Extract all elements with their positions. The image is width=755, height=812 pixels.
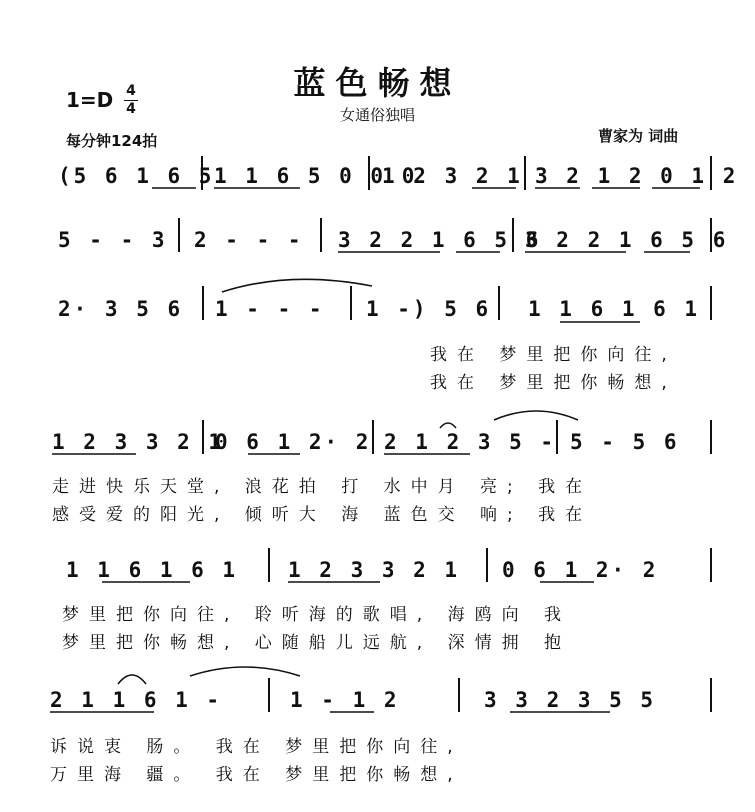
composer-credit: 曹家为 词曲	[598, 127, 679, 145]
measure-22: 3 3 2 3 5 5	[484, 688, 657, 712]
measure-6: 2 - - -	[194, 228, 304, 252]
time-top: 4	[126, 83, 136, 99]
song-title: 蓝色畅想	[293, 64, 462, 102]
measure-1: (5 6 1 6 5	[58, 164, 215, 188]
lyric-line: 我在 梦里把你畅想,	[430, 373, 677, 393]
measure-10: 1 - - -	[215, 297, 325, 321]
lyric-line: 走进快乐天堂, 浪花拍 打 水中月 亮; 我在	[52, 477, 593, 497]
key-signature: 1=D	[66, 88, 114, 112]
lyric-line: 我在 梦里把你向往,	[430, 345, 677, 365]
measure-19: 0 6 1 2· 2	[502, 558, 659, 582]
song-subtitle: 女通俗独唱	[339, 106, 415, 124]
measure-15: 2 1 2 3 5 -	[384, 430, 557, 454]
measure-11: 1 -) 5 6	[366, 297, 492, 321]
measure-16: 5 - 5 6	[570, 430, 680, 454]
measure-5: 5 - - 3	[58, 228, 168, 252]
lyric-line: 诉说衷 肠。 我在 梦里把你向往,	[50, 737, 463, 757]
lyric-line: 万里海 疆。 我在 梦里把你畅想,	[50, 765, 463, 785]
measure-21: 1 - 1 2	[290, 688, 400, 712]
measure-13: 1 2 3 3 2 1	[52, 430, 225, 454]
measure-14: 0 6 1 2· 2	[215, 430, 372, 454]
measure-2: 1 1 6 5 0 0 0	[214, 164, 418, 188]
lyric-line: 感受爱的阳光, 倾听大 海 蓝色交 响; 我在	[52, 505, 593, 525]
measure-4: 3 2 1 2 0 1 2	[535, 164, 739, 188]
time-bottom: 4	[126, 101, 136, 117]
measure-18: 1 2 3 3 2 1	[288, 558, 461, 582]
measure-7: 3 2 2 1 6 5 6	[338, 228, 542, 252]
measure-3: 1 2 3 2 1	[382, 164, 523, 188]
measure-12: 1 1 6 1 6 1	[528, 297, 701, 321]
measure-20: 2 1 1 6 1 -	[50, 688, 223, 712]
measure-17: 1 1 6 1 6 1	[66, 558, 239, 582]
measure-8: 3 2 2 1 6 5 6	[525, 228, 729, 252]
lyric-line: 梦里把你畅想, 心随船儿远航, 深情拥 抱	[62, 633, 572, 653]
tempo-marking: 每分钟124拍	[66, 132, 158, 150]
lyric-line: 梦里把你向往, 聆听海的歌唱, 海鸥向 我	[62, 605, 572, 625]
measure-9: 2· 3 5 6	[58, 297, 184, 321]
